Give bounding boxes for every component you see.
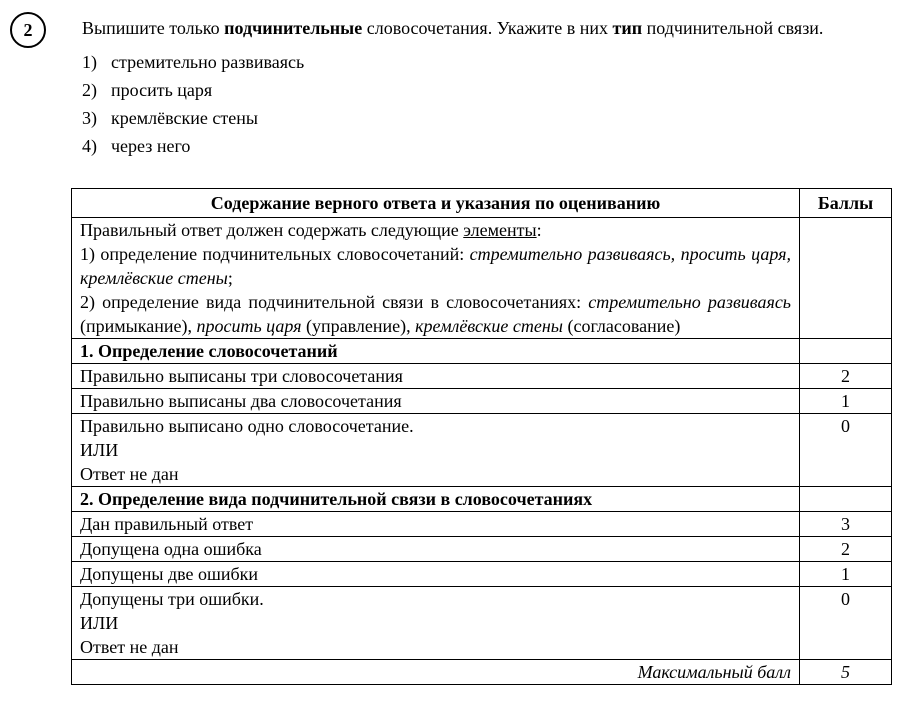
option-item (82, 108, 304, 136)
table-row (72, 364, 892, 389)
option-number: 4) (82, 136, 97, 156)
option-number: 2) (82, 80, 97, 100)
table-row (72, 512, 892, 537)
max-score-label: Максимальный балл (72, 660, 800, 685)
table-row (72, 414, 892, 487)
option-item (82, 80, 304, 108)
option-number: 1) (82, 52, 97, 72)
section-score-empty (800, 487, 892, 512)
answer-content (72, 218, 800, 339)
header-score: Баллы (800, 189, 892, 218)
answer-text: : (536, 220, 542, 240)
option-text: кремлёвские стены (111, 108, 258, 128)
table-row (72, 537, 892, 562)
option-text: стремительно развиваясь (111, 52, 305, 72)
criterion-text: Дан правильный ответ (72, 512, 800, 537)
answer-text: (примыкание), (80, 316, 197, 336)
answer-text: (согласование) (562, 316, 681, 336)
section-row (72, 487, 892, 512)
criterion-score: 0 (800, 414, 892, 487)
answer-text: (управление), (301, 316, 416, 336)
criterion-text (72, 414, 800, 487)
section-row (72, 339, 892, 364)
answer-text-italic: стремительно развиваясь (588, 292, 791, 312)
criterion-score: 0 (800, 587, 892, 660)
criterion-text (72, 587, 800, 660)
criterion-line: ИЛИ (80, 440, 119, 460)
criterion-text: Правильно выписаны два словосочетания (72, 389, 800, 414)
criterion-score: 2 (800, 537, 892, 562)
max-score-value: 5 (800, 660, 892, 685)
grading-table (71, 188, 892, 685)
answer-score-empty (800, 218, 892, 339)
task-text-part: Выпишите только (82, 18, 225, 38)
criterion-text: Правильно выписаны три словосочетания (72, 364, 800, 389)
task-text (82, 18, 823, 39)
answer-row (72, 218, 892, 339)
answer-text: ; (227, 268, 233, 288)
option-text: просить царя (111, 80, 213, 100)
table-row (72, 562, 892, 587)
task-text-bold: подчинительные (224, 18, 363, 38)
task-text-part: подчинительной связи. (642, 18, 824, 38)
answer-text: Правильный ответ должен содержать следующие (80, 220, 464, 240)
section-title: 2. Определение вида подчинительной связи в словосочетаниях (72, 487, 800, 512)
criterion-text: Допущена одна ошибка (72, 537, 800, 562)
header-content: Содержание верного ответа и указания по оцениванию (72, 189, 800, 218)
answer-text: 1) определение подчинительных словосочетаний: (80, 244, 470, 264)
criterion-score: 1 (800, 562, 892, 587)
answer-text-italic: кремлёвские стены (415, 316, 563, 336)
answer-element-2 (80, 290, 791, 338)
criterion-score: 2 (800, 364, 892, 389)
option-number: 3) (82, 108, 97, 128)
question-number-badge (10, 12, 46, 48)
max-score-row (72, 660, 892, 685)
answer-text-italic: просить царя (196, 316, 302, 336)
question-number: 2 (23, 19, 33, 40)
answer-text-underlined: элементы (463, 220, 537, 240)
table-row (72, 389, 892, 414)
criterion-score: 3 (800, 512, 892, 537)
answer-intro (80, 218, 791, 242)
table-row (72, 587, 892, 660)
criterion-score: 1 (800, 389, 892, 414)
criterion-line: Допущены три ошибки. (80, 589, 264, 609)
option-item (82, 136, 304, 164)
criterion-line: Ответ не дан (80, 637, 179, 657)
section-score-empty (800, 339, 892, 364)
criterion-line: Правильно выписано одно словосочетание. (80, 416, 414, 436)
criterion-line: ИЛИ (80, 613, 119, 633)
section-title: 1. Определение словосочетаний (72, 339, 800, 364)
answer-text-italic: стремительно развиваясь, просить царя, кремлёвские стены (80, 244, 791, 288)
criterion-text: Допущены две ошибки (72, 562, 800, 587)
task-text-part: словосочетания. Укажите в них (362, 18, 613, 38)
answer-text: 2) определение вида подчинительной связи в словосочетаниях: (80, 292, 589, 312)
answer-options-list (82, 52, 304, 164)
task-text-bold: тип (612, 18, 643, 38)
table-header-row (72, 189, 892, 218)
option-text: через него (111, 136, 191, 156)
option-item (82, 52, 304, 80)
criterion-line: Ответ не дан (80, 464, 179, 484)
answer-element-1 (80, 242, 791, 290)
